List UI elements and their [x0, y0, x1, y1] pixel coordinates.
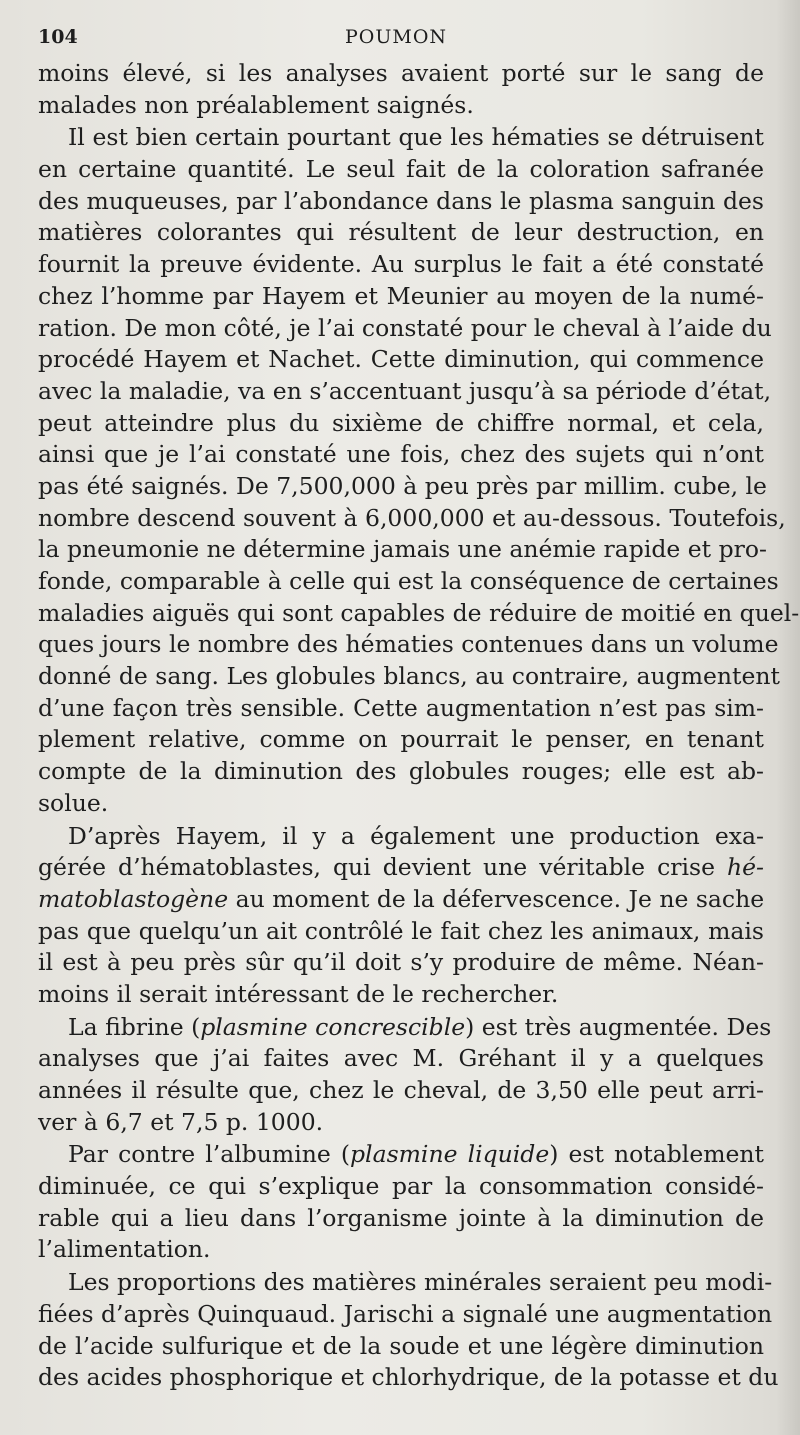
text-line: ration. De mon côté, je l’ai constaté pour le cheval à l’aide du	[38, 313, 772, 342]
text-line	[38, 884, 764, 916]
text-line: ver à 6,7 et 7,5 p. 1000.	[38, 1107, 324, 1136]
italic-term: plasmine liquide	[350, 1140, 550, 1169]
text-line: pas que quelqu’un ait contrôlé le fait chez les animaux, mais	[38, 916, 764, 945]
text-line: en certaine quantité. Le seul fait de la coloration safranée	[38, 155, 764, 184]
text-line: ainsi que je l’ai constaté une fois, chez des sujets qui n’ont	[38, 440, 764, 469]
text-span: ) est notablement	[549, 1140, 765, 1169]
text-line: la pneumonie ne détermine jamais une anémie rapide et pro-	[38, 535, 767, 564]
text-line	[38, 1012, 772, 1044]
text-line: moins élevé, si les analyses avaient porté sur le sang de	[38, 59, 764, 87]
body-text	[38, 58, 800, 1394]
running-title: POUMON	[344, 26, 448, 48]
text-span: gérée d’hématoblastes, qui devient une véritable crise	[38, 853, 728, 882]
text-line: malades non préalablement saignés.	[38, 90, 474, 119]
text-line: donné de sang. Les globules blancs, au contraire, augmentent	[38, 662, 780, 691]
text-line: d’une façon très sensible. Cette augmentation n’est pas sim-	[38, 693, 764, 722]
text-span: ) est très augmentée. Des	[465, 1012, 772, 1041]
italic-term: hé-	[727, 853, 764, 882]
text-line: Les proportions des matières minérales seraient peu modi-	[68, 1268, 773, 1297]
text-line: années il résulte que, chez le cheval, de 3,50 elle peut arri-	[38, 1076, 764, 1104]
text-line: peut atteindre plus du sixième de chiffre normal, et cela,	[38, 408, 764, 437]
text-line: maladies aiguës qui sont capables de réduire de moitié en quel-	[38, 598, 800, 627]
text-span: au moment de la défervescence. Je ne sache	[228, 884, 765, 913]
text-line: des acides phosphorique et chlorhydrique, de la potasse et du	[38, 1363, 779, 1392]
text-line: ques jours le nombre des hématies contenues dans un volume	[38, 630, 779, 659]
text-line: Il est bien certain pourtant que les hématies se détruisent	[68, 123, 764, 152]
text-line: procédé Hayem et Nachet. Cette diminution, qui commence	[38, 345, 764, 374]
text-line: de l’acide sulfurique et de la soude et une légère diminution	[38, 1331, 764, 1360]
text-line	[38, 1139, 764, 1171]
italic-term: matoblastogène	[38, 884, 229, 913]
text-line: rable qui a lieu dans l’organisme jointe à la diminution de	[38, 1203, 764, 1232]
text-line: compte de la diminution des globules rouges; elle est ab-	[38, 757, 764, 786]
text-line: diminuée, ce qui s’explique par la consommation considé-	[38, 1172, 764, 1201]
italic-term: plasmine concrescible	[200, 1012, 466, 1041]
page-header	[38, 26, 754, 54]
text-line: l’alimentation.	[38, 1235, 211, 1264]
text-line: D’après Hayem, il y a également une production exa-	[68, 821, 764, 850]
text-line: matières colorantes qui résultent de leur destruction, en	[38, 218, 764, 247]
text-line: il est à peu près sûr qu’il doit s’y produire de même. Néan-	[38, 948, 764, 977]
page-number: 104	[38, 26, 78, 48]
text-span: Par contre l’albumine (	[68, 1140, 351, 1169]
text-line: des muqueuses, par l’abondance dans le plasma sanguin des	[38, 186, 764, 215]
text-line: nombre descend souvent à 6,000,000 et au-dessous. Toutefois,	[38, 503, 786, 532]
text-line	[38, 852, 764, 884]
text-line: fonde, comparable à celle qui est la conséquence de certaines	[38, 567, 779, 595]
text-line: analyses que j’ai faites avec M. Gréhant il y a quelques	[38, 1044, 764, 1073]
text-line: fournit la preuve évidente. Au surplus le fait a été constaté	[38, 250, 764, 279]
text-line: chez l’homme par Hayem et Meunier au moyen de la numé-	[38, 281, 764, 310]
text-line: fiées d’après Quinquaud. Jarischi a signalé une augmentation	[38, 1299, 773, 1328]
text-line: pas été saignés. De 7,500,000 à peu près par millim. cube, le	[38, 471, 767, 500]
text-line: solue.	[38, 788, 109, 817]
text-line: moins il serait intéressant de le rechercher.	[38, 979, 559, 1008]
text-line: plement relative, comme on pourrait le penser, en tenant	[38, 725, 764, 754]
text-line: avec la maladie, va en s’accentuant jusqu’à sa période d’état,	[38, 376, 772, 405]
text-span: La fibrine (	[68, 1012, 201, 1041]
